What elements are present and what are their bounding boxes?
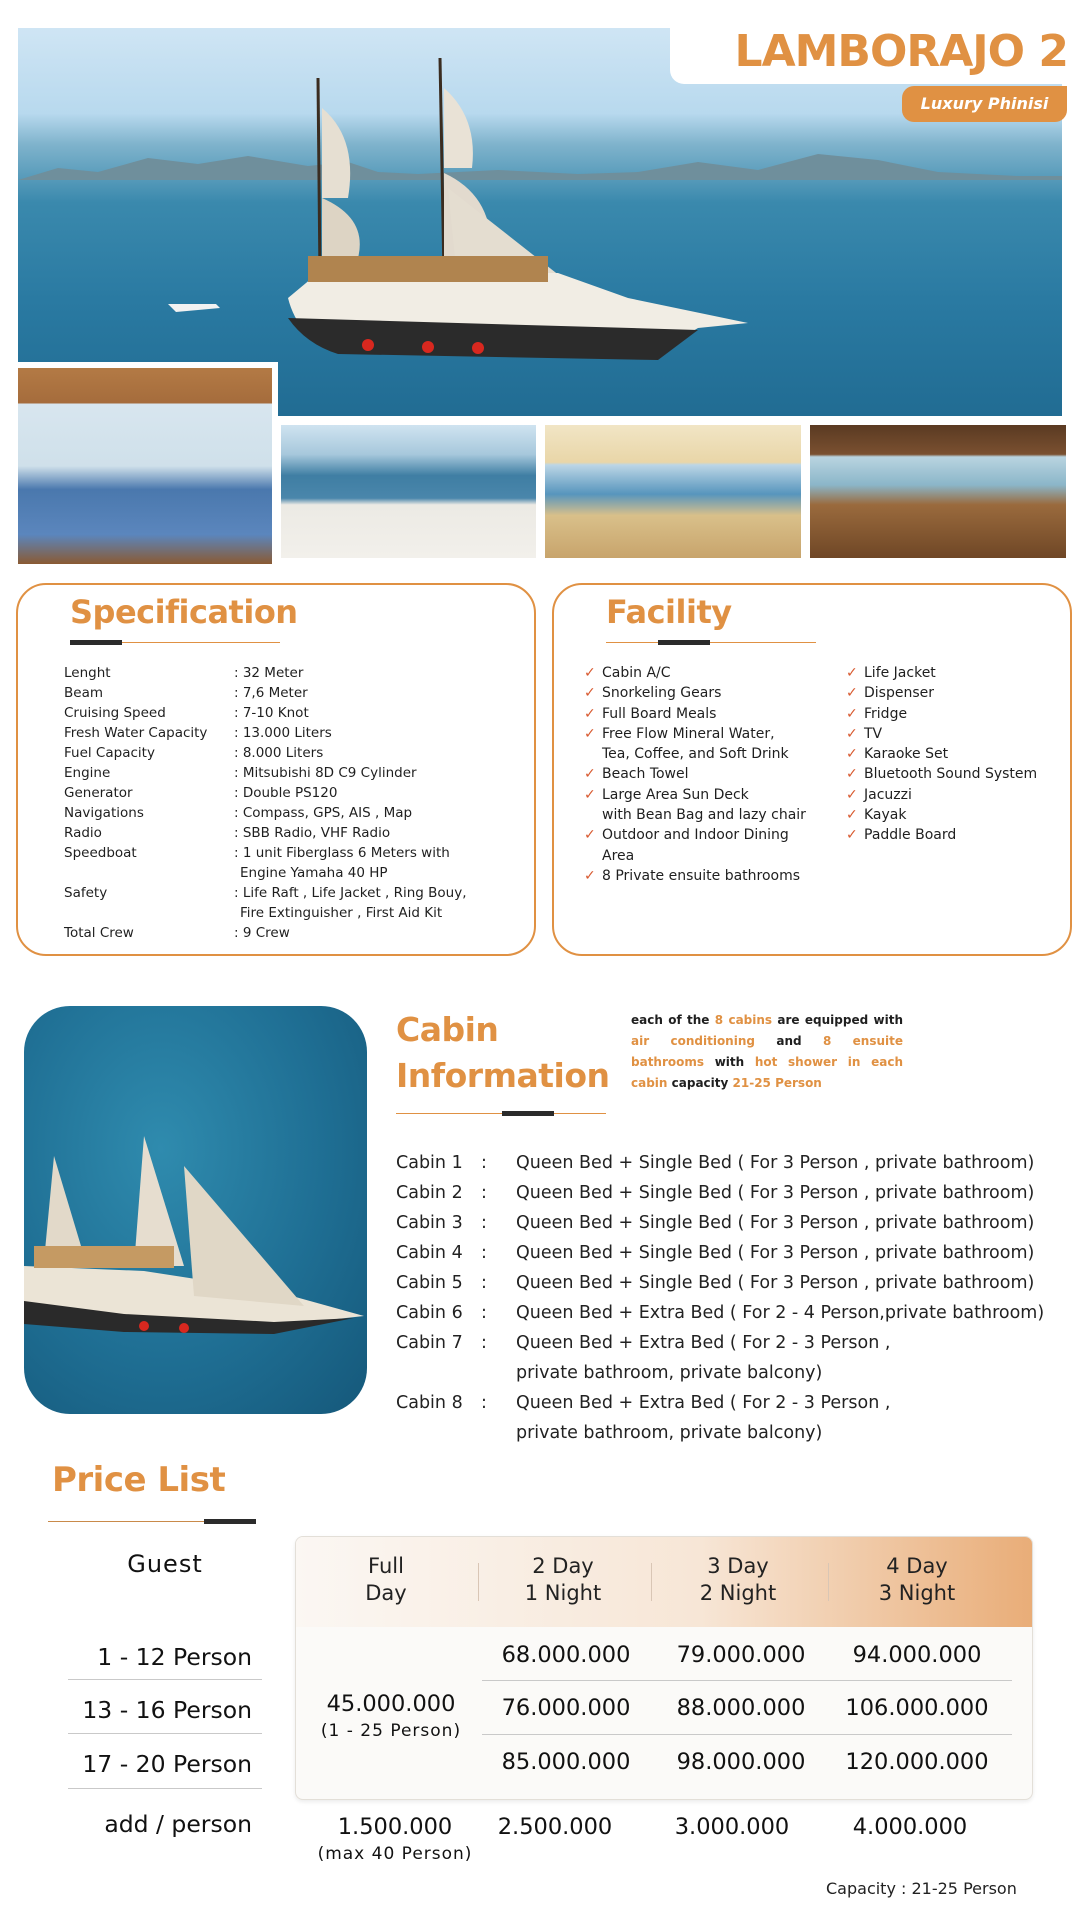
dining-photo — [545, 425, 801, 558]
cabin-description: each of the 8 cabins are equipped with air conditioning and 8 ensuite bathrooms with hot shower in each cabin capacity 21-25 Person — [631, 1013, 903, 1090]
subtitle-badge: Luxury Phinisi — [902, 86, 1067, 122]
check-icon: ✓ — [846, 725, 858, 742]
speedboat — [166, 296, 222, 316]
check-icon: ✓ — [584, 665, 596, 681]
price-cell: 68.000.000 — [501, 1642, 631, 1668]
col-separator — [651, 1563, 652, 1601]
list-item: ✓ Paddle Board — [846, 825, 1056, 845]
list-item: ✓ Life Jacket — [846, 663, 1056, 683]
price-cell: 120.000.000 — [845, 1749, 989, 1775]
col-header-3d2n: 3 Day 2 Night — [699, 1554, 777, 1605]
row-label: 17 - 20 Person — [82, 1750, 252, 1778]
list-item: ✓ Beach Towel — [584, 764, 824, 784]
cabin-photo — [18, 362, 278, 564]
row-divider — [482, 1680, 1012, 1681]
add-person-price: 4.000.000 — [852, 1814, 968, 1840]
add-person-price: 3.000.000 — [674, 1814, 790, 1840]
cabin-info-title: Cabin Information — [396, 1010, 610, 1095]
check-icon: ✓ — [846, 685, 858, 702]
list-item: ✓ Cabin A/C — [584, 663, 824, 683]
price-list-title: Price List — [52, 1460, 226, 1500]
price-table — [295, 1536, 1033, 1800]
check-icon: ✓ — [846, 665, 858, 681]
list-item: ✓ TV — [846, 724, 1056, 744]
check-icon: ✓ — [846, 786, 858, 803]
add-person-price: 2.500.000 — [497, 1814, 613, 1840]
check-icon: ✓ — [584, 685, 596, 702]
price-cell: 88.000.000 — [676, 1695, 806, 1721]
row-label: 1 - 12 Person — [97, 1643, 252, 1671]
add-person-label: add / person — [104, 1810, 252, 1838]
capacity-note: Capacity : 21-25 Person — [826, 1879, 1017, 1898]
col-header-4d3n: 4 Day 3 Night — [878, 1554, 956, 1605]
check-icon: ✓ — [584, 725, 596, 742]
lounge-photo — [810, 425, 1066, 558]
guest-header: Guest — [127, 1550, 203, 1578]
price-cell: 79.000.000 — [676, 1642, 806, 1668]
check-icon: ✓ — [846, 827, 858, 844]
list-item: ✓ Full Board Meals — [584, 704, 824, 724]
facility-list-right — [846, 663, 1056, 846]
aerial-ship — [24, 1096, 367, 1346]
list-item: ✓ Jacuzzi — [846, 785, 1056, 805]
col-separator — [828, 1563, 829, 1601]
row-divider — [68, 1679, 262, 1680]
row-label: 13 - 16 Person — [82, 1696, 252, 1724]
check-icon: ✓ — [584, 867, 596, 884]
specification-title: Specification — [70, 593, 298, 631]
aerial-boat-photo — [24, 1006, 367, 1414]
page-title: LAMBORAJO 2 — [734, 26, 1068, 77]
list-item: ✓ Kayak — [846, 805, 1056, 825]
list-item: ✓ Large Area Sun Deck with Bean Bag and lazy chair — [584, 786, 806, 824]
list-item: ✓ 8 Private ensuite bathrooms — [584, 866, 824, 886]
price-title-accent-bar — [204, 1519, 256, 1524]
check-icon: ✓ — [846, 766, 858, 783]
list-item: ✓ Bluetooth Sound System — [846, 764, 1056, 784]
deck-photo — [281, 425, 536, 558]
check-icon: ✓ — [846, 746, 858, 763]
facility-card — [552, 583, 1072, 956]
price-cell: 76.000.000 — [501, 1695, 631, 1721]
add-person-note: (max 40 Person) — [317, 1844, 473, 1864]
full-day-note: (1 - 25 Person) — [320, 1721, 462, 1741]
cabin-title-accent-bar — [502, 1111, 554, 1116]
col-header-2d1n: 2 Day 1 Night — [524, 1554, 602, 1605]
check-icon: ✓ — [584, 766, 596, 783]
title-accent-bar — [70, 640, 122, 645]
row-divider — [68, 1733, 262, 1734]
check-icon: ✓ — [584, 705, 596, 722]
add-person-price: 1.500.000 — [337, 1814, 453, 1840]
row-divider — [68, 1788, 262, 1789]
price-full-day: 45.000.000 — [326, 1691, 456, 1717]
price-cell: 106.000.000 — [845, 1695, 989, 1721]
check-icon: ✓ — [846, 705, 858, 722]
row-divider — [482, 1734, 1012, 1735]
check-icon: ✓ — [584, 786, 596, 803]
hero-boat-photo — [18, 28, 1062, 416]
title-underline — [606, 642, 816, 643]
list-item: ✓ Fridge — [846, 704, 1056, 724]
price-cell: 94.000.000 — [852, 1642, 982, 1668]
price-cell: 98.000.000 — [676, 1749, 806, 1775]
phinisi-ship — [228, 48, 788, 388]
list-item: ✓ Dispenser — [846, 683, 1056, 703]
check-icon: ✓ — [846, 807, 858, 824]
col-header-full-day: Full Day — [365, 1554, 407, 1605]
price-cell: 85.000.000 — [501, 1749, 631, 1775]
list-item: ✓ Snorkeling Gears — [584, 683, 824, 703]
specification-card: Specification Lenght : 32 Meter Beam : 7,6 Meter Cruising Speed : 7-10 Knot Fresh Water Capacity : 13.000 Liters Fuel Capacity : 8.000 Liters Engine : Mitsubishi 8D C9 Cylinder Generator : Double PS120 Navigations : Compass, GPS, AIS , Map Radio : SBB Radio, VHF Radio Speedboat : 1 unit Fiberglass 6 Meters with Engine Yamaha 40 HP Safety : Life Raft , Life Jacket , Ring Bouy, Fire Extinguisher , First Aid Kit Total Crew : 9 Crew — [16, 583, 536, 956]
title-accent-bar — [658, 640, 710, 645]
list-item: ✓ Outdoor and Indoor Dining Area — [584, 827, 789, 864]
facility-list-left — [584, 663, 824, 886]
list-item: ✓ Karaoke Set — [846, 744, 1056, 764]
cabin-title-underline — [396, 1113, 606, 1114]
facility-title: Facility — [606, 593, 732, 631]
list-item: ✓ Free Flow Mineral Water, Tea, Coffee, and Soft Drink — [584, 725, 789, 763]
check-icon: ✓ — [584, 827, 596, 844]
